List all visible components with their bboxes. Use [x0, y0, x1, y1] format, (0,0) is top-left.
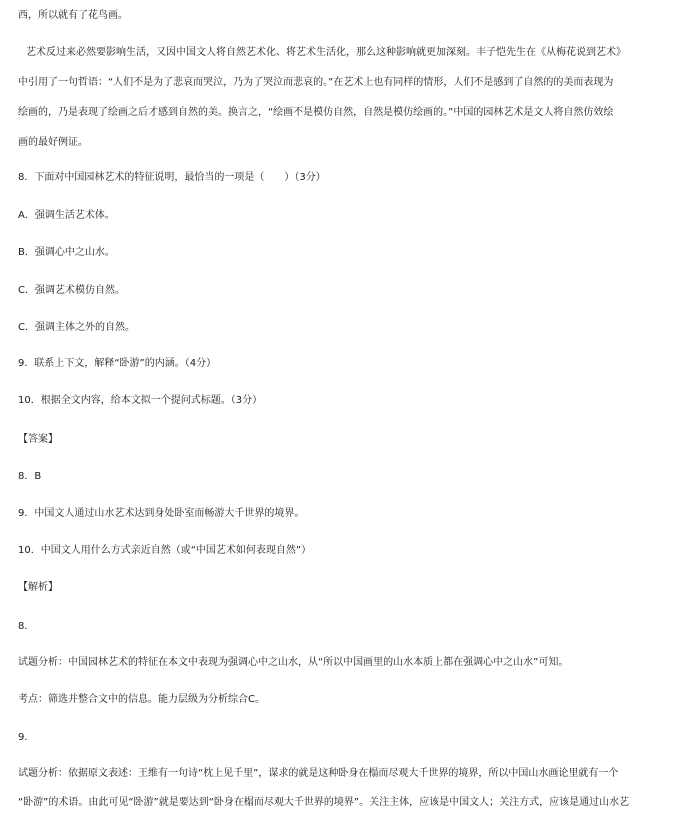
option-c: C．强调艺术模仿自然。 [18, 285, 125, 296]
question-10: 10．根据全文内容，给本文拟一个提问式标题。（3分） [18, 395, 263, 406]
text-line-1: 西，所以就有了花鸟画。 [18, 10, 128, 21]
analysis-9-text-1: 试题分析：依据原文表述：王维有一句诗“枕上见千里”，谋求的就是这种卧身在榻而尽观大千世界的境界，所以中国山水画论里就有一个 [18, 768, 619, 779]
analysis-8-kaodian: 考点：筛选并整合文中的信息。能力层级为分析综合C。 [18, 694, 265, 705]
text-line-4: 绘画的，乃是表现了绘画之后才感到自然的美。换言之，“绘画不是模仿自然，自然是模仿绘画的。”中国的园林艺术是文人将自然仿效绘 [18, 107, 614, 118]
answer-heading: 【答案】 [18, 434, 58, 445]
question-9: 9．联系上下文，解释“卧游”的内涵。（4分） [18, 358, 217, 369]
analysis-9-text-2: “卧游”的术语。由此可见“卧游”就是要达到“卧身在榻而尽观大千世界的境界”。关注主体，应该是中国文人；关注方式，应该是通过山水艺 [18, 797, 630, 808]
text-line-2: 艺术反过来必然要影响生活，又因中国文人将自然艺术化、将艺术生活化，那么这种影响就更加深刻。丰子恺先生在《从梅花说到艺术》 [26, 47, 626, 58]
question-8: 8．下面对中国园林艺术的特征说明，最恰当的一项是（ ）（3分） [18, 172, 326, 183]
answer-9: 9．中国文人通过山水艺术达到身处卧室而畅游大千世界的境界。 [18, 508, 305, 519]
text-line-3: 中引用了一句哲语：“人们不是为了悲哀而哭泣，乃为了哭泣而悲哀的。”在艺术上也有同样的情形，人们不是感到了自然的的美而表现为 [18, 77, 614, 88]
answer-8: 8．B [18, 471, 42, 482]
analysis-8-text: 试题分析：中国园林艺术的特征在本文中表现为强调心中之山水，从“所以中国画里的山水本质上都在强调心中之山水”可知。 [18, 657, 569, 668]
text-line-5: 画的最好例证。 [18, 137, 88, 148]
option-d: C．强调主体之外的自然。 [18, 322, 135, 333]
option-b: B．强调心中之山水。 [18, 247, 115, 258]
answer-10: 10．中国文人用什么方式亲近自然（或“中国艺术如何表现自然”） [18, 545, 312, 556]
analysis-8-label: 8． [18, 621, 35, 632]
option-a: A．强调生活艺术体。 [18, 210, 115, 221]
analysis-9-label: 9． [18, 732, 35, 743]
analysis-heading: 【解析】 [18, 582, 58, 593]
